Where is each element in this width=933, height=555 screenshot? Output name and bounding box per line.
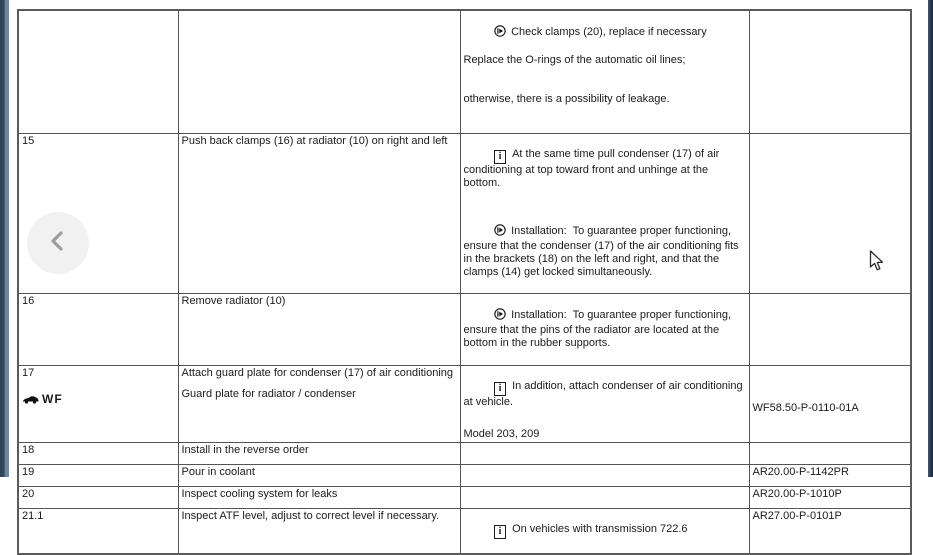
info-icon: i (494, 382, 506, 396)
previous-page-button[interactable] (27, 212, 89, 274)
wf-badge-label: WF (42, 392, 63, 406)
note-text: Installation: To guarantee proper functioning, ensure that the condenser (17) of the air conditioning fits in the brackets (18) on the left and right, and that the clamps (14) get locked simultaneously. (463, 225, 742, 278)
step-cell: 20 (18, 487, 178, 509)
notes-cell (460, 134, 749, 294)
description-cell: Inspect cooling system for leaks (178, 487, 460, 509)
install-note (464, 295, 745, 363)
step-cell (18, 10, 178, 134)
description-text: Push back clamps (16) at radiator (10) on right and left (181, 135, 448, 147)
step-cell: 18 (18, 443, 178, 465)
notes-cell (460, 366, 749, 443)
description-cell (178, 10, 460, 134)
window-right-edge (928, 0, 933, 477)
info-note (464, 135, 745, 203)
step-cell: 21.1 (18, 509, 178, 555)
note-text: On vehicles with transmission 722.6 (512, 523, 688, 535)
step-cell: 16 (18, 294, 178, 366)
procedure-table (17, 9, 912, 555)
table-row (18, 443, 911, 465)
install-note (464, 12, 745, 132)
install-note-icon (494, 224, 506, 240)
step-cell: 19 (18, 465, 178, 487)
step-cell (18, 366, 178, 443)
step-cell: 15 (18, 134, 178, 294)
chevron-left-icon (45, 228, 71, 259)
notes-cell (460, 465, 749, 487)
table-row (18, 10, 911, 134)
wf-badge (22, 393, 174, 408)
install-note-icon (494, 308, 506, 324)
description-cell: Install in the reverse order (178, 443, 460, 465)
table-row (18, 509, 911, 555)
step-number: 17 (22, 367, 35, 379)
code-cell (749, 10, 911, 134)
notes-cell (460, 443, 749, 465)
notes-cell (460, 10, 749, 134)
code-cell: AR27.00-P-0101P (749, 509, 911, 555)
info-note (464, 510, 745, 552)
code-cell: AR20.00-P-1010P (749, 487, 911, 509)
info-icon: i (494, 150, 506, 164)
description-text: Attach guard plate for condenser (17) of air conditioning (181, 367, 453, 379)
model-text: Model 203, 209 (463, 428, 540, 440)
description-cell (178, 134, 460, 294)
table-row (18, 366, 911, 443)
note-text: otherwise, there is a possibility of leakage. (463, 93, 670, 105)
notes-cell (460, 294, 749, 366)
description-cell (178, 366, 460, 443)
note-text: In addition, attach condenser of air conditioning at vehicle. (463, 380, 746, 408)
install-note-icon (494, 25, 506, 41)
table-row (18, 487, 911, 509)
code-cell: AR20.00-P-1142PR (749, 465, 911, 487)
description-text: Remove radiator (10) (181, 295, 286, 307)
note-text: Replace the O-rings of the automatic oil lines; (463, 54, 686, 66)
info-note (464, 367, 745, 422)
mouse-pointer-icon (869, 250, 884, 277)
note-text: Check clamps (20), replace if necessary (511, 26, 707, 38)
description-cell (178, 294, 460, 366)
note-text: Installation: To guarantee proper functioning, ensure that the pins of the radiator are located at the bottom in the rubber supports. (463, 309, 735, 349)
description-text: Guard plate for radiator / condenser (181, 388, 356, 400)
table-row (18, 134, 911, 294)
code-cell (749, 443, 911, 465)
code-cell (749, 134, 911, 294)
window-left-edge (0, 0, 9, 477)
description-cell: Pour in coolant (178, 465, 460, 487)
notes-cell (460, 509, 749, 555)
code-cell (749, 294, 911, 366)
note-text: At the same time pull condenser (17) of air conditioning at top toward front and unhinge at the bottom. (463, 148, 723, 189)
notes-cell (460, 487, 749, 509)
description-cell: Inspect ATF level, adjust to correct level if necessary. (178, 509, 460, 555)
car-icon (22, 395, 39, 408)
table-row (18, 294, 911, 366)
install-note (464, 211, 745, 292)
table-row (18, 465, 911, 487)
info-icon: i (494, 525, 506, 539)
code-cell: WF58.50-P-0110-01A (749, 366, 911, 443)
